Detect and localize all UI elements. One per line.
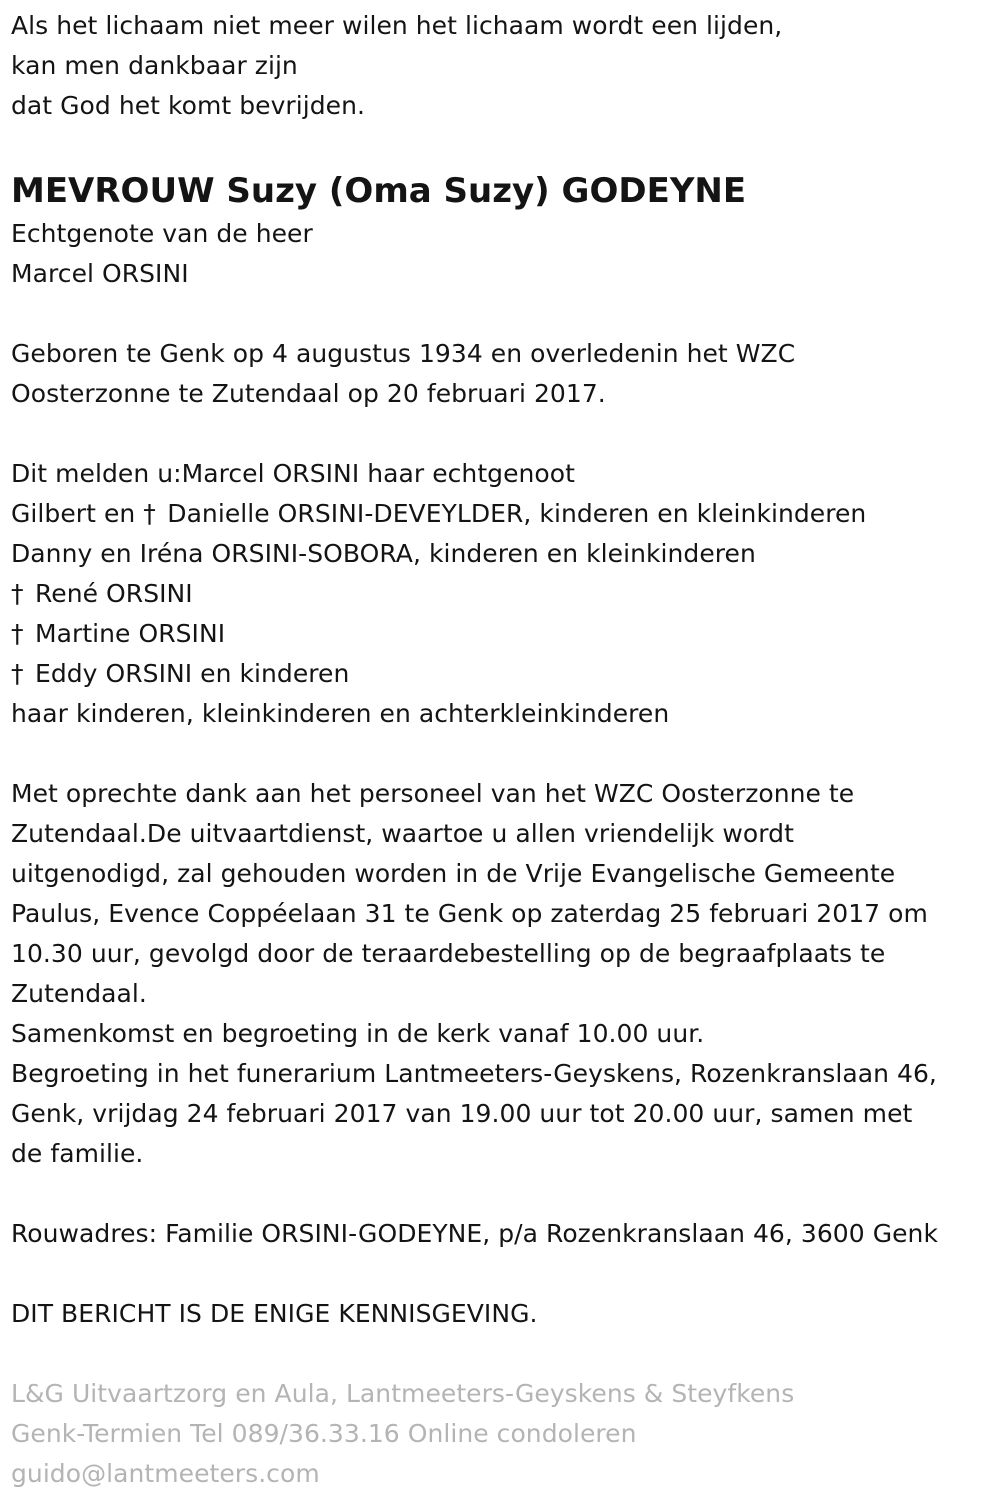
poem-line: Als het lichaam niet meer wilen het lichaam wordt een lijden,	[11, 11, 783, 40]
relative-name: Eddy ORSINI en kinderen	[35, 659, 350, 688]
service-line: Met oprechte dank aan het personeel van het WZC Oosterzonne te	[11, 779, 855, 808]
announcer-line: Dit melden u:Marcel ORSINI haar echtgenoot	[11, 459, 575, 488]
announcer-line: Danny en Iréna ORSINI-SOBORA, kinderen en kleinkinderen	[11, 539, 756, 568]
announcer-text: Danielle ORSINI-DEVEYLDER, kinderen en kleinkinderen	[167, 499, 867, 528]
announcers	[11, 454, 996, 734]
service-line: uitgenodigd, zal gehouden worden in de Vrije Evangelische Gemeente	[11, 859, 896, 888]
spouse-line: Echtgenote van de heer	[11, 219, 313, 248]
spouse-line: Marcel ORSINI	[11, 259, 189, 288]
service-line: 10.30 uur, gevolgd door de teraardebestelling op de begraafplaats te	[11, 939, 886, 968]
service-line: de familie.	[11, 1139, 144, 1168]
deceased-relative	[11, 574, 996, 614]
birth-death-info	[11, 334, 996, 414]
notice-statement: DIT BERICHT IS DE ENIGE KENNISGEVING.	[11, 1299, 538, 1328]
cross-icon: †	[143, 499, 156, 528]
announcer-line: haar kinderen, kleinkinderen en achterkleinkinderen	[11, 699, 670, 728]
service-line: Paulus, Evence Coppéelaan 31 te Genk op zaterdag 25 februari 2017 om	[11, 899, 928, 928]
obituary-notice	[11, 6, 996, 1494]
deceased-relative	[11, 654, 996, 694]
deceased-name: MEVROUW Suzy (Oma Suzy) GODEYNE	[11, 171, 747, 211]
announcer-text: Gilbert en	[11, 499, 144, 528]
poem	[11, 6, 996, 126]
deceased-relative	[11, 614, 996, 654]
footer-email: guido@lantmeeters.com	[11, 1459, 320, 1488]
cross-icon: †	[11, 579, 24, 608]
poem-line: dat God het komt bevrijden.	[11, 91, 365, 120]
service-line: Genk, vrijdag 24 februari 2017 van 19.00 uur tot 20.00 uur, samen met	[11, 1099, 913, 1128]
service-line: Begroeting in het funerarium Lantmeeters-Geyskens, Rozenkranslaan 46,	[11, 1059, 937, 1088]
cross-icon: †	[11, 659, 24, 688]
service-line: Samenkomst en begroeting in de kerk vanaf 10.00 uur.	[11, 1019, 705, 1048]
birth-death-line: Geboren te Genk op 4 augustus 1934 en overledenin het WZC	[11, 339, 796, 368]
birth-death-line: Oosterzonne te Zutendaal op 20 februari 2017.	[11, 379, 606, 408]
announcer-line	[11, 494, 996, 534]
relative-name: René ORSINI	[35, 579, 193, 608]
mourning-address: Rouwadres: Familie ORSINI-GODEYNE, p/a Rozenkranslaan 46, 3600 Genk	[11, 1219, 938, 1248]
service-line: Zutendaal.	[11, 979, 147, 1008]
footer-line: Genk-Termien Tel 089/36.33.16 Online condoleren	[11, 1419, 637, 1448]
service-line: Zutendaal.De uitvaartdienst, waartoe u allen vriendelijk wordt	[11, 819, 794, 848]
spouse-info	[11, 214, 996, 294]
relative-name: Martine ORSINI	[35, 619, 226, 648]
cross-icon: †	[11, 619, 24, 648]
funeral-home-footer	[11, 1374, 996, 1494]
footer-line: L&G Uitvaartzorg en Aula, Lantmeeters-Geyskens & Steyfkens	[11, 1379, 795, 1408]
service-info	[11, 774, 996, 1174]
poem-line: kan men dankbaar zijn	[11, 51, 298, 80]
